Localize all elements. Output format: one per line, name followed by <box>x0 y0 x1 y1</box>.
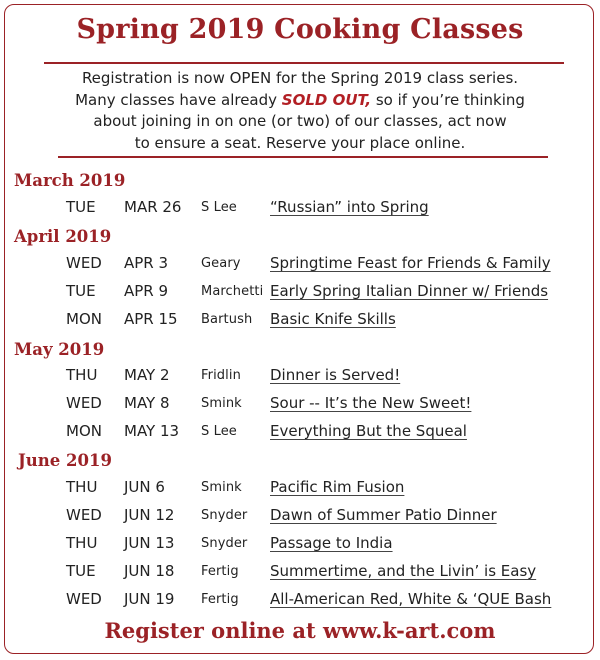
class-title-link[interactable]: Basic Knife Skills <box>270 310 396 328</box>
class-day: WED <box>66 394 102 412</box>
class-date: APR 15 <box>124 310 178 328</box>
class-day: WED <box>66 254 102 272</box>
class-row <box>0 558 600 586</box>
class-day: WED <box>66 590 102 608</box>
class-title-link[interactable]: Everything But the Squeal <box>270 422 467 440</box>
class-date: MAY 8 <box>124 394 170 412</box>
class-date: JUN 12 <box>124 506 175 524</box>
class-day: MON <box>66 422 102 440</box>
class-title-link[interactable]: “Russian” into Spring <box>270 198 429 216</box>
class-day: WED <box>66 506 102 524</box>
class-instructor: Snyder <box>201 536 248 551</box>
class-instructor: Geary <box>201 256 241 271</box>
intro-line-2-end: so if you’re thinking <box>371 90 525 109</box>
class-row <box>0 362 600 390</box>
class-day: MON <box>66 310 102 328</box>
class-instructor: S Lee <box>201 200 237 215</box>
class-row <box>0 502 600 530</box>
class-day: TUE <box>66 562 96 580</box>
class-row <box>0 586 600 614</box>
class-title-link[interactable]: All-American Red, White & ‘QUE Bash <box>270 590 552 608</box>
class-day: TUE <box>66 282 96 300</box>
intro-line-3: about joining in on one (or two) of our classes, act now <box>93 112 507 130</box>
class-row <box>0 390 600 418</box>
class-instructor: Marchetti <box>201 284 264 299</box>
class-day: THU <box>66 534 98 552</box>
class-date: MAY 13 <box>124 422 180 440</box>
class-date: APR 3 <box>124 254 169 272</box>
class-day: THU <box>66 478 98 496</box>
intro-line-2-start: Many classes have already <box>75 90 282 109</box>
class-day: THU <box>66 366 98 384</box>
class-title-link[interactable]: Dawn of Summer Patio Dinner <box>270 506 497 524</box>
class-instructor: Fridlin <box>201 368 241 383</box>
class-row <box>0 418 600 446</box>
class-row <box>0 474 600 502</box>
bottom-divider <box>58 156 548 158</box>
class-day: TUE <box>66 198 96 216</box>
class-title-link[interactable]: Dinner is Served! <box>270 366 401 384</box>
class-title-link[interactable]: Summertime, and the Livin’ is Easy <box>270 562 537 580</box>
class-date: JUN 19 <box>124 590 175 608</box>
class-title-link[interactable]: Early Spring Italian Dinner w/ Friends <box>270 282 549 300</box>
month-heading-june: June 2019 <box>18 451 112 470</box>
class-row <box>0 278 600 306</box>
class-date: MAY 2 <box>124 366 170 384</box>
class-date: MAR 26 <box>124 198 182 216</box>
class-instructor: Smink <box>201 396 242 411</box>
class-date: JUN 6 <box>124 478 165 496</box>
class-instructor: Fertig <box>201 564 239 579</box>
class-instructor: S Lee <box>201 424 237 439</box>
page-title: Spring 2019 Cooking Classes <box>76 14 524 45</box>
class-row <box>0 194 600 222</box>
class-instructor: Bartush <box>201 312 253 327</box>
class-date: APR 9 <box>124 282 169 300</box>
class-title-link[interactable]: Passage to India <box>270 534 393 552</box>
month-heading-april: April 2019 <box>14 227 112 246</box>
class-instructor: Smink <box>201 480 242 495</box>
class-title-link[interactable]: Sour -- It’s the New Sweet! <box>270 394 472 412</box>
class-row <box>0 250 600 278</box>
month-heading-march: March 2019 <box>14 171 126 190</box>
intro-paragraph <box>40 68 560 154</box>
class-row <box>0 530 600 558</box>
class-row <box>0 306 600 334</box>
class-instructor: Snyder <box>201 508 248 523</box>
intro-line-4: to ensure a seat. Reserve your place online. <box>134 133 466 152</box>
intro-line-2 <box>40 90 560 112</box>
intro-line-1: Registration is now OPEN for the Spring 2019 class series. <box>81 69 519 87</box>
class-title-link[interactable]: Springtime Feast for Friends & Family <box>270 254 551 272</box>
month-heading-may: May 2019 <box>14 340 105 359</box>
class-instructor: Fertig <box>201 592 239 607</box>
class-title-link[interactable]: Pacific Rim Fusion <box>270 478 405 496</box>
class-date: JUN 13 <box>124 534 175 552</box>
sold-out-emphasis: SOLD OUT, <box>281 90 372 109</box>
class-date: JUN 18 <box>124 562 175 580</box>
top-divider <box>44 62 564 64</box>
register-online-cta[interactable]: Register online at www.k-art.com <box>104 618 496 643</box>
